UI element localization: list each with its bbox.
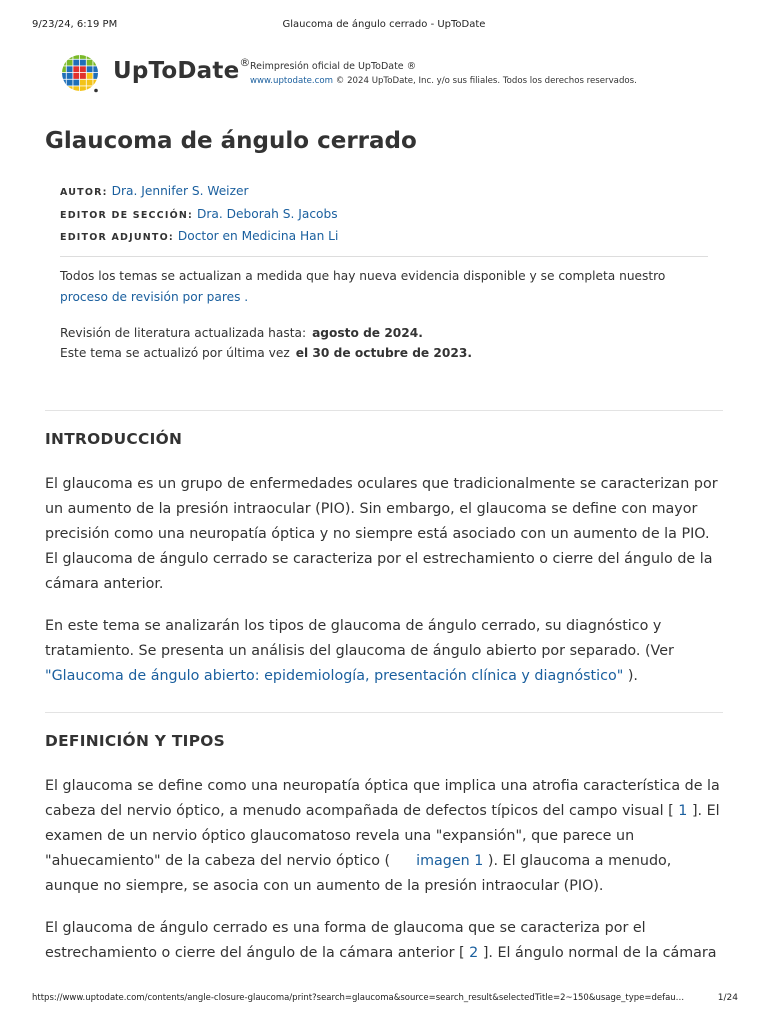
update-notice [60, 266, 710, 308]
intro-paragraph-1: El glaucoma es un grupo de enfermedades oculares que tradicionalmente se caracterizan por un aumento de la presión intraocular (PIO). Sin embargo, el glaucoma se define con mayor precisión como una neuropatía óptica y no siempre está asociado con un aumento de la PIO. El glaucoma de ángulo cerrado se caracteriza por el estrechamiento o cierre del ángulo de la cámara anterior. [45, 476, 718, 592]
open-angle-glaucoma-link[interactable]: "Glaucoma de ángulo abierto: epidemiología, presentación clínica y diagnóstico" [45, 668, 624, 684]
author-link[interactable]: Dra. Jennifer S. Weizer [111, 184, 249, 198]
deputy-editor-label: EDITOR ADJUNTO: [60, 232, 174, 243]
updated-label: Este tema se actualizó por última vez [60, 346, 290, 360]
registered-mark: ® [239, 56, 251, 69]
review-label: Revisión de literatura actualizada hasta: [60, 326, 307, 340]
print-datetime: 9/23/24, 6:19 PM [32, 19, 118, 30]
print-document-title: Glaucoma de ángulo cerrado - UpToDate [282, 19, 486, 30]
print-url: https://www.uptodate.com/contents/angle-closure-glaucoma/print?search=glaucoma&source=search_result&selectedTitle=2~150&usage_type=defau… [32, 993, 685, 1003]
copyright-text: © 2024 UpToDate, Inc. y/o sus filiales. Todos los derechos reservados. [333, 76, 637, 86]
divider [60, 256, 708, 257]
update-notice-text: Todos los temas se actualizan a medida que hay nueva evidencia disponible y se completa nuestro [60, 269, 666, 283]
reference-link-1[interactable]: 1 [673, 803, 692, 819]
intro-paragraph-2: En este tema se analizarán los tipos de glaucoma de ángulo cerrado, su diagnóstico y tratamiento. Se presenta un análisis del glaucoma de ángulo abierto por separado. (Ver "Glaucoma de ángulo abierto: epidemiología, presentación clínica y diagnóstico" ). [45, 618, 674, 684]
brand-name: UpToDate® [113, 56, 251, 84]
topic-contributors [60, 181, 338, 249]
section-heading-introduction: INTRODUCCIÓN [45, 430, 183, 448]
page-title: Glaucoma de ángulo cerrado [45, 128, 417, 154]
uptodate-logo-icon [60, 53, 100, 93]
reference-link-2[interactable]: 2 [464, 945, 483, 961]
author-label: AUTOR: [60, 187, 108, 198]
image-1-link[interactable]: imagen 1 [416, 853, 484, 869]
literature-review-info [60, 323, 472, 363]
definition-paragraph-1: El glaucoma se define como una neuropatía óptica que implica una atrofia característica de la cabeza del nervio óptico, a menudo acompañada de defectos típicos del campo visual [ 1 ]. El examen de un nervio óptico glaucomatoso revela una "expansión", que parece un "ahuecamiento" de la cabeza del nervio óptico ( imagen 1 ). El glaucoma a menudo, aunque no siempre, se asocia con un aumento de la presión intraocular (PIO). [45, 778, 720, 894]
updated-date: el 30 de octubre de 2023. [295, 346, 472, 360]
definition-paragraph-2: El glaucoma de ángulo cerrado es una forma de glaucoma que se caracteriza por el estrechamiento o cierre del ángulo de la cámara anterior [ 2 ]. El ángulo normal de la cámara [45, 920, 717, 961]
peer-review-link[interactable]: proceso de revisión por pares . [60, 290, 249, 304]
print-page-number: 1/24 [717, 993, 738, 1003]
deputy-editor-link[interactable]: Doctor en Medicina Han Li [177, 229, 339, 243]
uptodate-site-link[interactable]: www.uptodate.com [250, 76, 334, 86]
review-date: agosto de 2024. [312, 326, 423, 340]
reprint-line: Reimpresión oficial de UpToDate ® [250, 61, 417, 72]
section-editor-link[interactable]: Dra. Deborah S. Jacobs [197, 206, 338, 221]
reprint-notice [250, 59, 637, 89]
divider [45, 410, 723, 411]
divider [45, 712, 723, 713]
section-heading-definition: DEFINICIÓN Y TIPOS [45, 732, 226, 750]
section-editor-label: EDITOR DE SECCIÓN: [60, 209, 194, 221]
